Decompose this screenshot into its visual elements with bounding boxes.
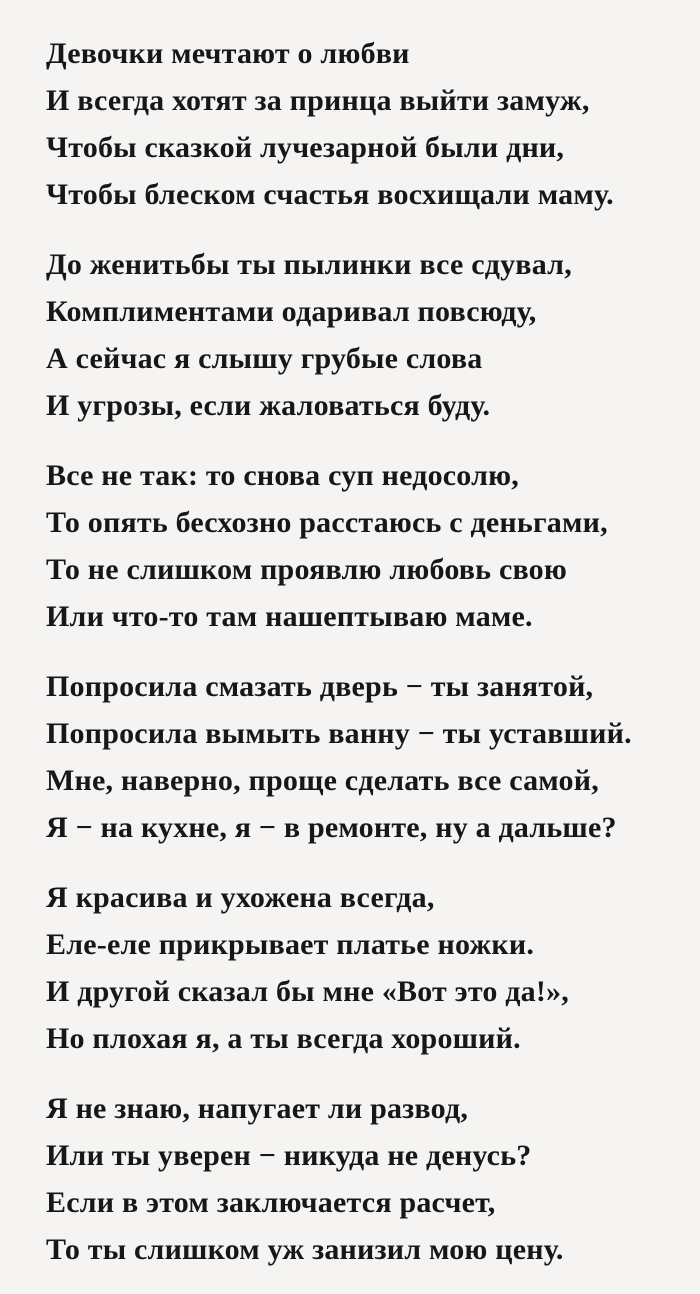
poem-line: Мне, наверно, проще сделать все самой,: [46, 764, 599, 797]
poem-line: А сейчас я слышу грубые слова: [46, 342, 483, 375]
poem-line: То ты слишком уж занизил мою цену.: [46, 1233, 564, 1266]
poem-line: Еле-еле прикрывает платье ножки.: [46, 928, 535, 961]
poem-line: Комплиментами одаривал повсюду,: [46, 295, 537, 328]
poem-line: Или ты уверен − никуда не денусь?: [46, 1139, 532, 1172]
poem-line: Я не знаю, напугает ли развод,: [46, 1092, 469, 1125]
poem-line: И угрозы, если жаловаться буду.: [46, 389, 491, 422]
poem-line: Чтобы блеском счастья восхищали маму.: [46, 178, 614, 211]
poem-line: То опять бесхозно расстаюсь с деньгами,: [46, 506, 608, 539]
poem-line: Чтобы сказкой лучезарной были дни,: [46, 131, 565, 164]
poem-line: И другой сказал бы мне «Вот это да!»,: [46, 975, 569, 1008]
poem-line: Все не так: то снова суп недосолю,: [46, 459, 519, 492]
poem-line: Если в этом заключается расчет,: [46, 1186, 496, 1219]
stanza-5: [46, 874, 680, 1062]
stanza-1: [46, 30, 680, 218]
stanza-6: [46, 1085, 680, 1273]
poem-line: Но плохая я, а ты всегда хороший.: [46, 1022, 521, 1055]
stanza-2: [46, 241, 680, 429]
stanza-4: [46, 663, 680, 851]
poem-line: Попросила смазать дверь − ты занятой,: [46, 670, 594, 703]
poem-line: Я красива и ухожена всегда,: [46, 881, 435, 914]
poem-line: Девочки мечтают о любви: [46, 37, 410, 70]
poem-line: Попросила вымыть ванну − ты уставший.: [46, 717, 632, 750]
stanza-3: [46, 452, 680, 640]
poem-line: Или что-то там нашептываю маме.: [46, 600, 533, 633]
poem-line: И всегда хотят за принца выйти замуж,: [46, 84, 590, 117]
poem-line: То не слишком проявлю любовь свою: [46, 553, 567, 586]
poem-line: До женитьбы ты пылинки все сдувал,: [46, 248, 572, 281]
poem-line: Я − на кухне, я − в ремонте, ну а дальше?: [46, 811, 617, 844]
